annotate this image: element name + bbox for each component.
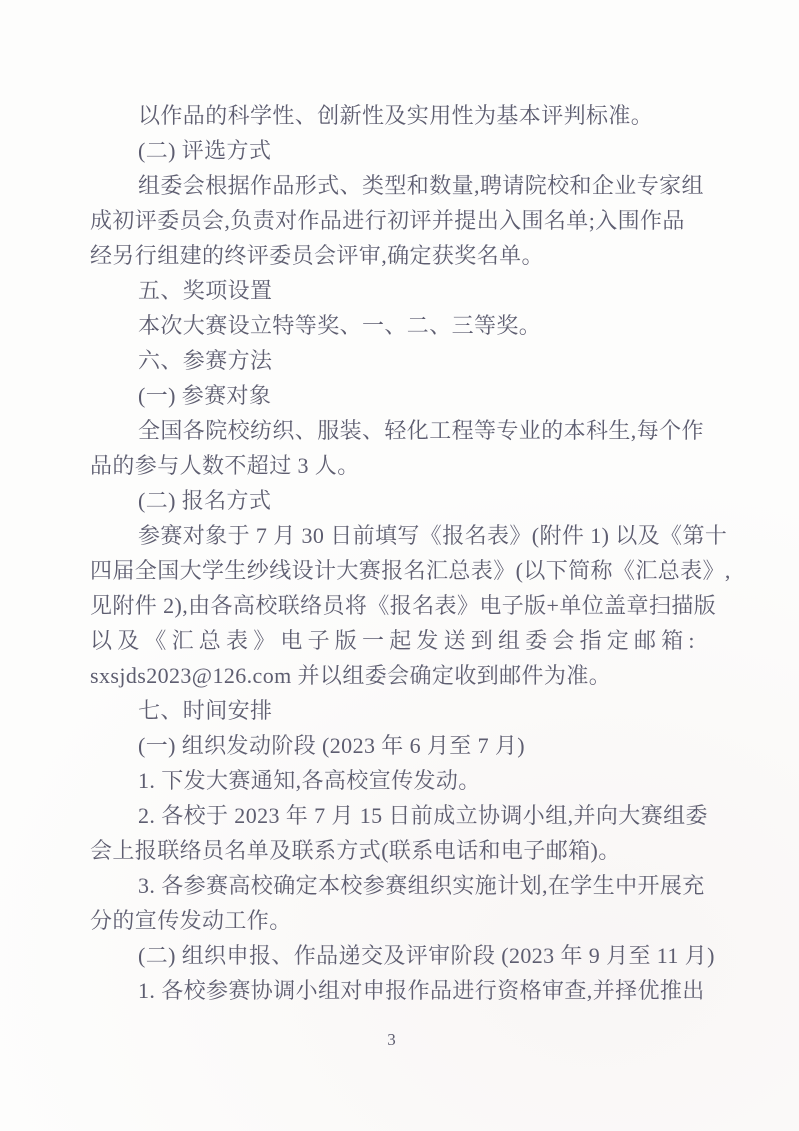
document-line: 成初评委员会,负责对作品进行初评并提出入围名单;入围作品 <box>90 208 685 233</box>
document-line: 本次大赛设立特等奖、一、二、三等奖。 <box>138 313 542 338</box>
document-line-list-item: 3. 各参赛高校确定本校参赛组织实施计划,在学生中开展充 <box>138 873 705 898</box>
document-line-section-heading: 七、时间安排 <box>138 698 273 723</box>
document-line: 参赛对象于 7 月 30 日前填写《报名表》(附件 1) 以及《第十 <box>138 523 728 548</box>
document-line-section-heading: (二) 报名方式 <box>138 488 272 513</box>
document-line-section-heading: 五、奖项设置 <box>138 278 273 303</box>
document-line: 以及《汇总表》电子版一起发送到组委会指定邮箱: <box>90 628 700 653</box>
document-line: 四届全国大学生纱线设计大赛报名汇总表》(以下简称《汇总表》, <box>90 558 731 583</box>
document-line-list-item: 1. 下发大赛通知,各高校宣传发动。 <box>138 768 481 793</box>
page-number: 3 <box>387 1030 396 1049</box>
document-line: 以作品的科学性、创新性及实用性为基本评判标准。 <box>138 103 654 128</box>
document-line: 品的参与人数不超过 3 人。 <box>90 453 360 478</box>
document-line: 会上报联络员名单及联系方式(联系电话和电子邮箱)。 <box>90 838 621 863</box>
document-line-list-item: 1. 各校参赛协调小组对申报作品进行资格审查,并择优推出 <box>138 978 705 1003</box>
document-line-section-heading: (一) 参赛对象 <box>138 383 272 408</box>
document-line: 分的宣传发动工作。 <box>90 908 292 933</box>
document-line: 见附件 2),由各高校联络员将《报名表》电子版+单位盖章扫描版 <box>90 593 717 618</box>
document-line-email: sxsjds2023@126.com 并以组委会确定收到邮件为准。 <box>90 663 612 688</box>
document-line-subsection: (二) 组织申报、作品递交及评审阶段 (2023 年 9 月至 11 月) <box>138 943 715 968</box>
document-line-subsection: (一) 组织发动阶段 (2023 年 6 月至 7 月) <box>138 733 526 758</box>
document-line: 全国各院校纺织、服装、轻化工程等专业的本科生,每个作 <box>138 418 704 443</box>
page-footer <box>0 1028 799 1052</box>
document-line-section-heading: (二) 评选方式 <box>138 138 272 163</box>
document-line: 经另行组建的终评委员会评审,确定获奖名单。 <box>90 243 544 268</box>
document-body <box>90 98 730 1008</box>
document-line-section-heading: 六、参赛方法 <box>138 348 273 373</box>
document-line-list-item: 2. 各校于 2023 年 7 月 15 日前成立协调小组,并向大赛组委 <box>138 803 708 828</box>
document-line: 组委会根据作品形式、类型和数量,聘请院校和企业专家组 <box>138 173 704 198</box>
